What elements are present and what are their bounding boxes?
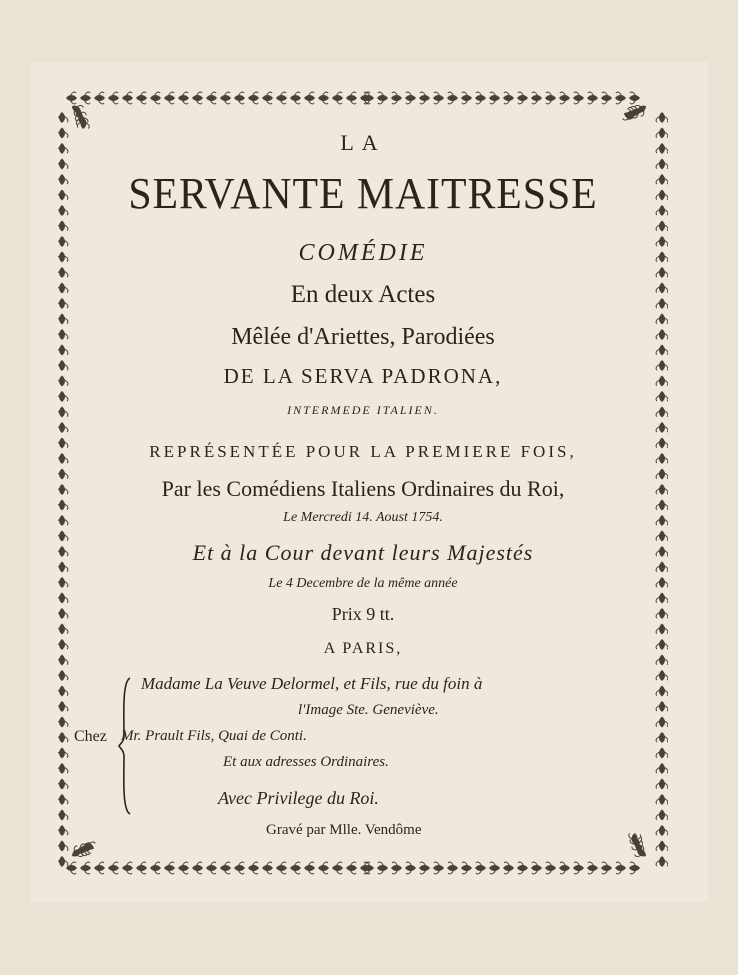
seller-line-4: Et aux adresses Ordinaires.	[223, 754, 389, 770]
seller-line-3: Mr. Prault Fils, Quai de Conti.	[121, 728, 307, 744]
chez-label: Chez	[74, 728, 107, 745]
genre-heading: COMÉDIE	[298, 240, 428, 266]
second-date-line: Le 4 Decembre de la même année	[268, 576, 458, 591]
seller-line-1: Madame La Veuve Delormel, et Fils, rue du foin à	[141, 674, 483, 693]
title-article: LA	[340, 130, 386, 155]
seller-line-2: l'Image Ste. Geneviève.	[298, 702, 439, 718]
left-brace-icon	[118, 676, 132, 816]
city-line: A PARIS,	[323, 640, 403, 657]
privilege-line: Avec Privilege du Roi.	[218, 788, 379, 808]
engraver-credit: Gravé par Mlle. Vendôme	[266, 822, 422, 838]
source-line: DE LA SERVA PADRONA,	[223, 364, 503, 388]
main-title: SERVANTE MAITRESSE	[128, 169, 598, 218]
ariettes-line: Mêlée d'Ariettes, Parodiées	[231, 324, 495, 350]
court-line: Et à la Cour devant leurs Majestés	[192, 540, 534, 565]
first-date-line: Le Mercredi 14. Aoust 1754.	[283, 510, 443, 525]
performers-line: Par les Comédiens Italiens Ordinaires du Roi,	[161, 476, 565, 501]
title-page-content	[58, 88, 668, 878]
acts-line: En deux Actes	[290, 281, 436, 308]
representation-line: REPRÉSENTÉE POUR LA PREMIERE FOIS,	[149, 442, 577, 461]
price-line: Prix 9 tt.	[331, 604, 395, 624]
intermede-line: INTERMEDE ITALIEN.	[287, 403, 439, 417]
